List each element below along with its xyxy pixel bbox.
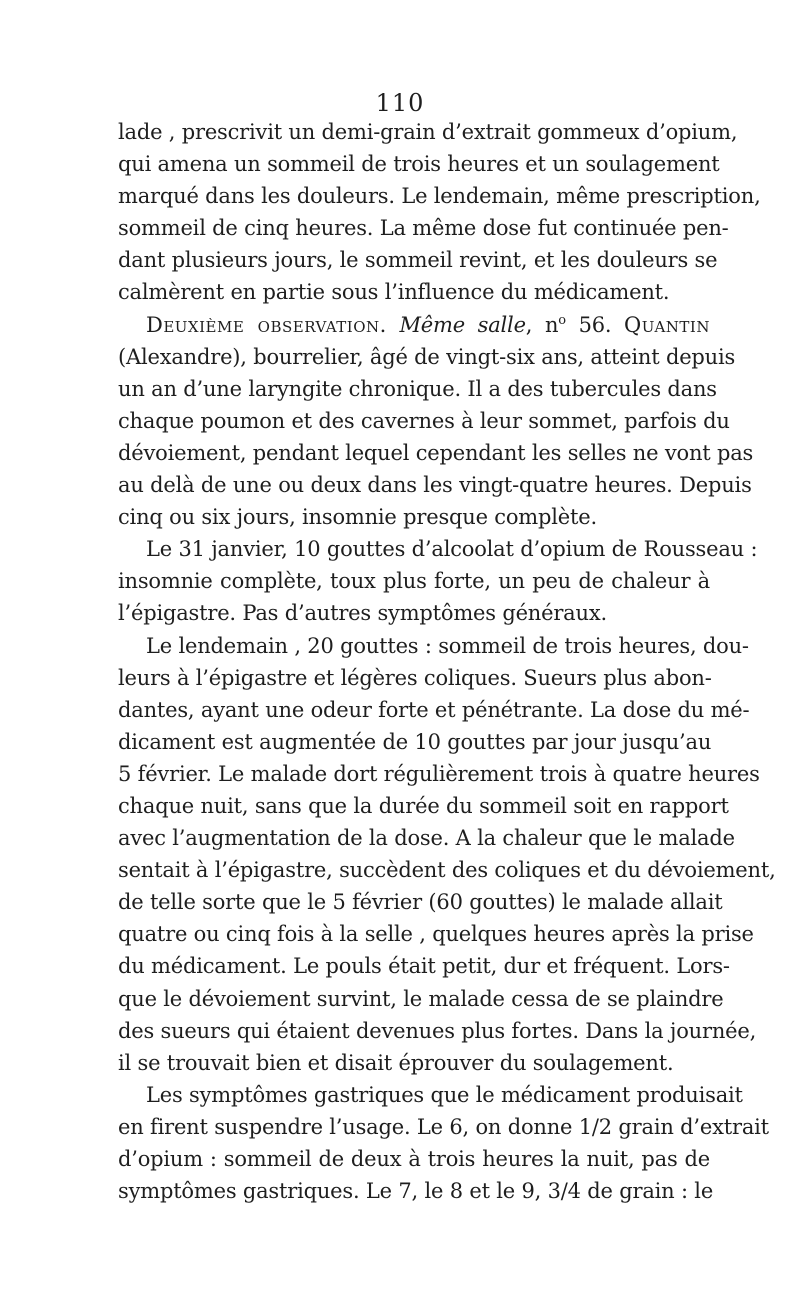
text-line: un an d’une laryngite chronique. Il a des tubercules dans [118, 376, 717, 401]
text-line: (Alexandre), bourrelier, âgé de vingt-six ans, atteint depuis [118, 344, 736, 369]
text-line: lade , prescrivit un demi-grain d’extrait gommeux d’opium, [118, 120, 738, 144]
text-line: dicament est augmentée de 10 gouttes par jour jusqu’au [118, 729, 712, 754]
text-line: que le dévoiement survint, le malade cessa de se plaindre [118, 986, 724, 1011]
bed-prefix: , n [525, 312, 559, 337]
bed-number: 56. [565, 312, 612, 337]
text-line: de telle sorte que le 5 février (60 gouttes) le malade allait [118, 890, 723, 915]
text-line: il se trouvait bien et disait éprouver du soulagement. [118, 1050, 674, 1075]
paragraph-5 [118, 1079, 769, 1207]
text-line: en firent suspendre l’usage. Le 6, on donne 1/2 grain d’extrait [118, 1114, 769, 1139]
text-line: dévoiement, pendant lequel cependant les selles ne vont pas [118, 440, 754, 465]
text-line: l’épigastre. Pas d’autres symptômes généraux. [118, 601, 607, 626]
text-line: 5 février. Le malade dort régulièrement trois à quatre heures [118, 761, 760, 786]
bed-superscript: o [558, 312, 566, 328]
paragraph-4 [118, 630, 776, 1079]
observation-heading-line [118, 309, 710, 341]
text-line: Le 31 janvier, 10 gouttes d’alcoolat d’opium de Rousseau : [146, 537, 758, 562]
text-line: dantes, ayant une odeur forte et pénétrante. La dose du mé- [118, 697, 750, 722]
text-line: avec l’augmentation de la dose. A la chaleur que le malade [118, 826, 735, 851]
patient-name: Quantin [624, 312, 710, 337]
text-line: Le lendemain , 20 gouttes : sommeil de trois heures, dou- [146, 633, 749, 658]
text-line: leurs à l’épigastre et légères coliques. Sueurs plus abon- [118, 665, 712, 690]
text-line: du médicament. Le pouls était petit, dur et fréquent. Lors- [118, 954, 730, 979]
text-line: symptômes gastriques. Le 7, le 8 et le 9, 3/4 de grain : le [118, 1179, 714, 1204]
paragraph-3 [118, 533, 758, 629]
text-line: chaque poumon et des cavernes à leur sommet, parfois du [118, 408, 730, 433]
text-line: insomnie complète, toux plus forte, un peu de chaleur à [118, 569, 710, 594]
observation-heading: Deuxième observation. [146, 312, 387, 337]
page-number: 110 [375, 89, 425, 117]
text-line: des sueurs qui étaient devenues plus fortes. Dans la journée, [118, 1018, 757, 1043]
text-line: Les symptômes gastriques que le médicament produisait [146, 1082, 743, 1107]
ward-name: Même salle [399, 312, 526, 337]
text-line: au delà de une ou deux dans les vingt-quatre heures. Depuis [118, 473, 752, 498]
paragraph-1 [118, 116, 761, 309]
text-line: marqué dans les douleurs. Le lendemain, même prescription, [118, 184, 761, 209]
text-line: calmèrent en partie sous l’influence du médicament. [118, 280, 670, 305]
text-line: dant plusieurs jours, le sommeil revint, et les douleurs se [118, 248, 718, 273]
text-line: cinq ou six jours, insomnie presque complète. [118, 505, 597, 530]
paragraph-2 [118, 309, 754, 534]
text-line: sentait à l’épigastre, succèdent des coliques et du dévoiement, [118, 858, 776, 883]
text-line: chaque nuit, sans que la durée du sommeil soit en rapport [118, 793, 729, 818]
body-text [118, 116, 776, 1207]
text-line: qui amena un sommeil de trois heures et un soulagement [118, 152, 720, 177]
text-line: d’opium : sommeil de deux à trois heures la nuit, pas de [118, 1147, 710, 1171]
text-line: sommeil de cinq heures. La même dose fut continuée pen- [118, 216, 729, 241]
text-line: quatre ou cinq fois à la selle , quelques heures après la prise [118, 922, 754, 947]
